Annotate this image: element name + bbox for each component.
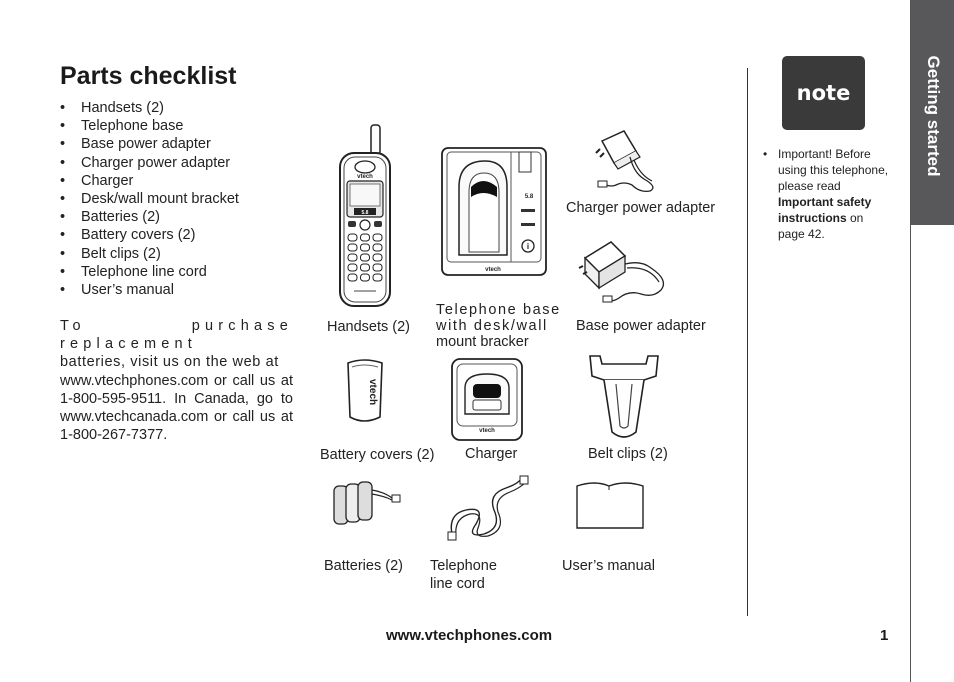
caption-cord-line: line cord [430, 576, 485, 592]
caption-belt-clips: Belt clips (2) [588, 446, 668, 462]
note-end: on page 42. [778, 211, 864, 241]
purchase-line: batteries, visit us on the web at [60, 354, 279, 371]
belt-clip-image [586, 352, 662, 442]
batteries-image [330, 478, 406, 528]
list-item: • Telephone line cord [60, 263, 239, 281]
caption-base-adapter: Base power adapter [576, 318, 706, 334]
section-tab [911, 0, 954, 225]
list-item: • Base power adapter [60, 135, 239, 153]
caption-cord-line: Telephone [430, 558, 497, 574]
battery-cover-brand-text: vtech [367, 379, 378, 406]
svg-text:i: i [526, 242, 530, 251]
note-intro: Important! Before using this telephone, please read [778, 147, 889, 193]
note-badge [782, 56, 865, 130]
list-item: • Handsets (2) [60, 99, 239, 117]
column-divider [747, 68, 748, 616]
handset-brand-text: vtech [357, 174, 373, 180]
caption-manual: User’s manual [562, 558, 655, 574]
caption-charger-adapter: Charger power adapter [566, 200, 716, 216]
battery-cover-image [344, 357, 386, 425]
section-tab-label: Getting started [923, 55, 943, 177]
list-item: • Charger power adapter [60, 154, 239, 172]
purchase-paragraph [60, 317, 293, 444]
list-item: • Battery covers (2) [60, 226, 239, 244]
telephone-cord-image [446, 474, 532, 542]
list-item: • Batteries (2) [60, 208, 239, 226]
purchase-line: To purchase replacement [60, 318, 293, 353]
page-number: 1 [880, 627, 889, 644]
note-label: note [796, 81, 851, 105]
footer-url: www.vtechphones.com [386, 627, 553, 644]
list-item: • Telephone base [60, 117, 239, 135]
list-item: • Belt clips (2) [60, 245, 239, 263]
note-bold: Important safety instructions [778, 195, 872, 225]
users-manual-image [575, 478, 645, 530]
charger-brand-text: vtech [479, 428, 495, 434]
parts-list [60, 99, 239, 299]
telephone-base-image [441, 147, 547, 276]
charger-power-adapter-image [594, 127, 664, 195]
caption-batteries: Batteries (2) [324, 558, 403, 574]
caption-battery-covers: Battery covers (2) [320, 447, 435, 463]
base-brand-text: vtech [485, 267, 501, 273]
base-power-adapter-image [579, 238, 675, 308]
list-item: • User’s manual [60, 281, 239, 299]
caption-base-line: Telephone base [436, 302, 561, 318]
list-item: • Desk/wall mount bracket [60, 190, 239, 208]
purchase-text: www.vtechphones.com or call us at 1-800-595-9511. In Canada, go to www.vtechcanada.com or call us at 1-800-267-7377. [60, 372, 293, 444]
note-text: • Important! Before using this telephone, please read Important safety instructions on page 42. [763, 147, 889, 241]
handset-image [336, 123, 394, 308]
base-model-text: 5.8 [524, 194, 534, 200]
caption-base-line: with desk/wall [436, 318, 548, 334]
page-title: Parts checklist [60, 62, 237, 90]
caption-charger: Charger [465, 446, 518, 462]
charger-image [451, 358, 523, 441]
handset-logo-text: 5.8 [361, 210, 369, 216]
caption-base-line: mount bracker [436, 334, 529, 350]
list-item: • Charger [60, 172, 239, 190]
caption-handsets: Handsets (2) [327, 319, 411, 335]
